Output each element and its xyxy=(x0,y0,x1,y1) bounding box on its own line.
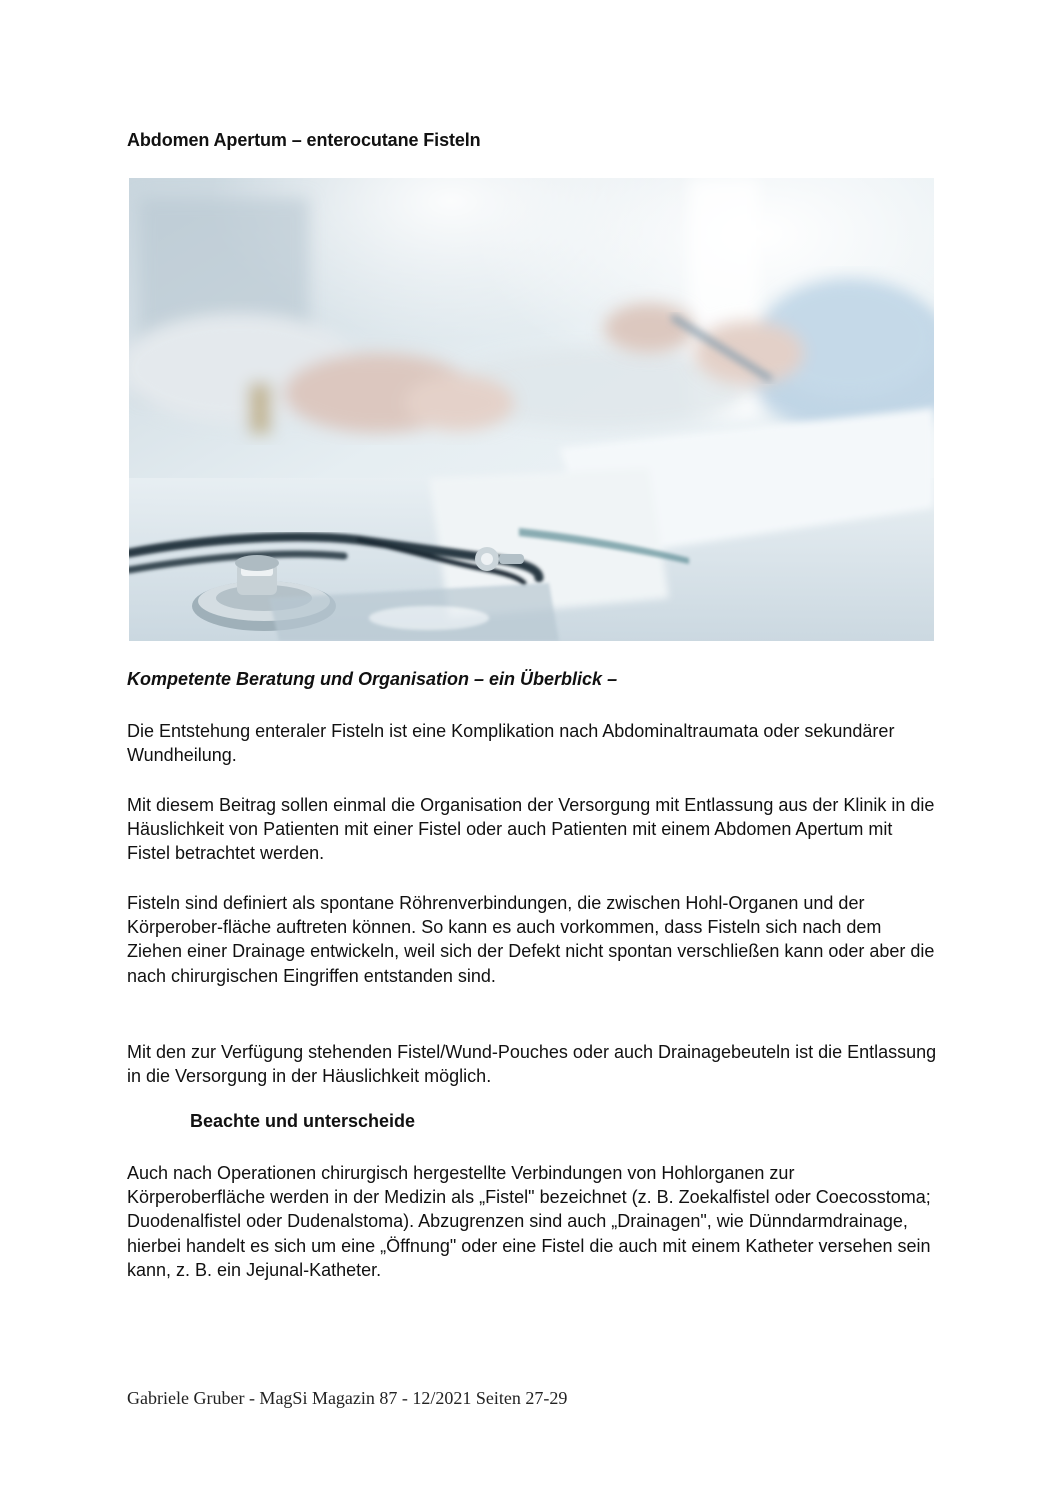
paragraph-definition: Fisteln sind definiert als spontane Röhrenverbindungen, die zwischen Hohl-Organen und der Körperober-fläche auftreten können. So kann es auch vorkommen, dass Fisteln sich nach dem Ziehen einer Drainage entwickeln, weil sich der Defekt nicht spontan verschließen kann oder aber die nach chirurgischen Eingriffen entstanden sind. xyxy=(127,893,935,986)
page-title: Abdomen Apertum – enterocutane Fisteln xyxy=(127,130,481,150)
page-footer: Gabriele Gruber - MagSi Magazin 87 - 12/2021 Seiten 27-29 xyxy=(127,1388,568,1408)
section-heading: Beachte und unterscheide xyxy=(190,1111,416,1131)
paragraph-distinction: Auch nach Operationen chirurgisch hergestellte Verbindungen von Hohlorganen zur Körperoberfläche werden in der Medizin als „Fistel" bezeichnet (z. B. Zoekalfistel oder Coecosstoma; Duodenalfistel oder Dudenalstoma). Abzugrenzen sind auch „Drainagen", wie Dünndarmdrainage, hierbei handelt es sich um eine „Öffnung" oder eine Fistel die auch mit einem Katheter versehen sein kann, z. B. ein Jejunal-Katheter. xyxy=(127,1163,931,1280)
subtitle: Kompetente Beratung und Organisation – ein Überblick – xyxy=(127,669,618,689)
paragraph-purpose: Mit diesem Beitrag sollen einmal die Organisation der Versorgung mit Entlassung aus der Klinik in die Häuslichkeit von Patienten mit einer Fistel oder auch Patienten mit einem Abdomen Apertum mit Fistel betrachtet werden. xyxy=(127,795,935,864)
paragraph-discharge: Mit den zur Verfügung stehenden Fistel/Wund-Pouches oder auch Drainagebeuteln ist die Entlassung in die Versorgung in der Häuslichkeit möglich. xyxy=(127,1042,937,1087)
paragraph-intro: Die Entstehung enteraler Fisteln ist eine Komplikation nach Abdominaltraumata oder sekundärer Wundheilung. xyxy=(127,721,895,766)
hero-photo-stethoscope xyxy=(129,178,934,641)
